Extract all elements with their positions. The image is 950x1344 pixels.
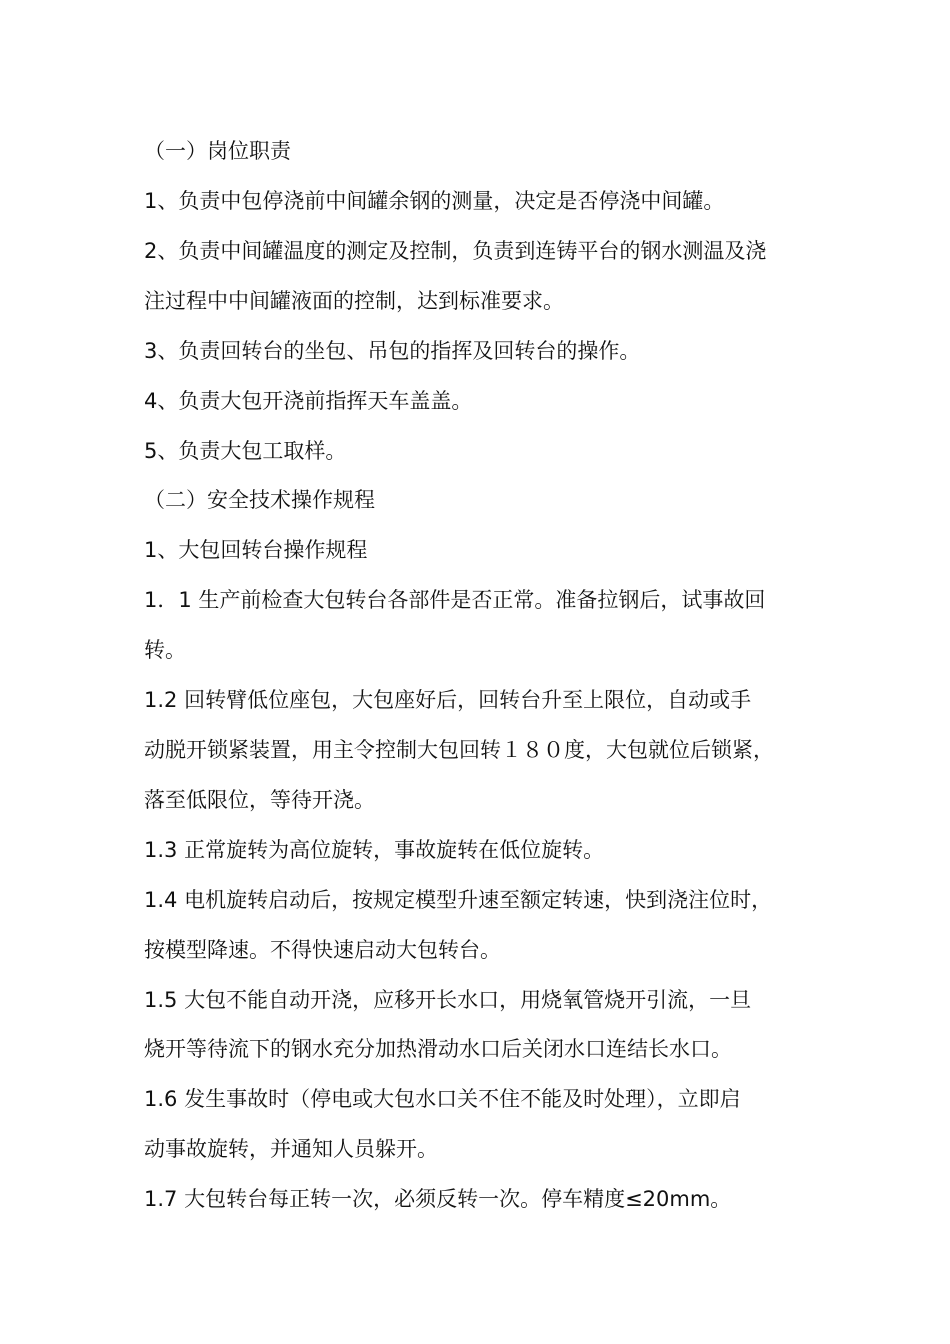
procedure-1-2-line-1: 1.2 回转臂低位座包，大包座好后，回转台升至上限位，自动或手 xyxy=(144,688,752,712)
duty-item-1: 1、负责中包停浇前中间罐余钢的测量，决定是否停浇中间罐。 xyxy=(144,189,725,213)
procedure-1-6-line-2: 动事故旋转，并通知人员躲开。 xyxy=(144,1137,438,1161)
duty-item-2-line-1: 2、负责中间罐温度的测定及控制，负责到连铸平台的钢水测温及浇 xyxy=(144,239,767,263)
duty-item-4: 4、负责大包开浇前指挥天车盖盖。 xyxy=(144,389,473,413)
duty-item-2-line-2: 注过程中中间罐液面的控制，达到标准要求。 xyxy=(144,289,564,313)
procedure-1-5-line-1: 1.5 大包不能自动开浇，应移开长水口，用烧氧管烧开引流，一旦 xyxy=(144,988,752,1012)
procedure-1-2-line-2: 动脱开锁紧装置，用主令控制大包回转１８０度，大包就位后锁紧， xyxy=(144,738,774,762)
procedure-1-1-line-2: 转。 xyxy=(144,638,186,662)
procedure-1-3: 1.3 正常旋转为高位旋转，事故旋转在低位旋转。 xyxy=(144,838,605,862)
duty-item-3: 3、负责回转台的坐包、吊包的指挥及回转台的操作。 xyxy=(144,339,641,363)
section-heading-safety-procedures: （二）安全技术操作规程 xyxy=(144,488,375,512)
subsection-heading-turret-operation: 1、大包回转台操作规程 xyxy=(144,538,368,562)
duty-item-5: 5、负责大包工取样。 xyxy=(144,439,347,463)
procedure-1-2-line-3: 落至低限位，等待开浇。 xyxy=(144,788,375,812)
procedure-1-6-line-1: 1.6 发生事故时（停电或大包水口关不住不能及时处理），立即启 xyxy=(144,1087,741,1111)
procedure-1-4-line-1: 1.4 电机旋转启动后，按规定模型升速至额定转速，快到浇注位时， xyxy=(144,888,773,912)
section-heading-job-duties: （一）岗位职责 xyxy=(144,139,291,163)
procedure-1-5-line-2: 烧开等待流下的钢水充分加热滑动水口后关闭水口连结长水口。 xyxy=(144,1037,732,1061)
procedure-1-7: 1.7 大包转台每正转一次，必须反转一次。停车精度≤20mm。 xyxy=(144,1187,732,1211)
procedure-1-4-line-2: 按模型降速。不得快速启动大包转台。 xyxy=(144,938,501,962)
procedure-1-1-line-1: 1．1 生产前检查大包转台各部件是否正常。准备拉钢后，试事故回 xyxy=(144,588,766,612)
